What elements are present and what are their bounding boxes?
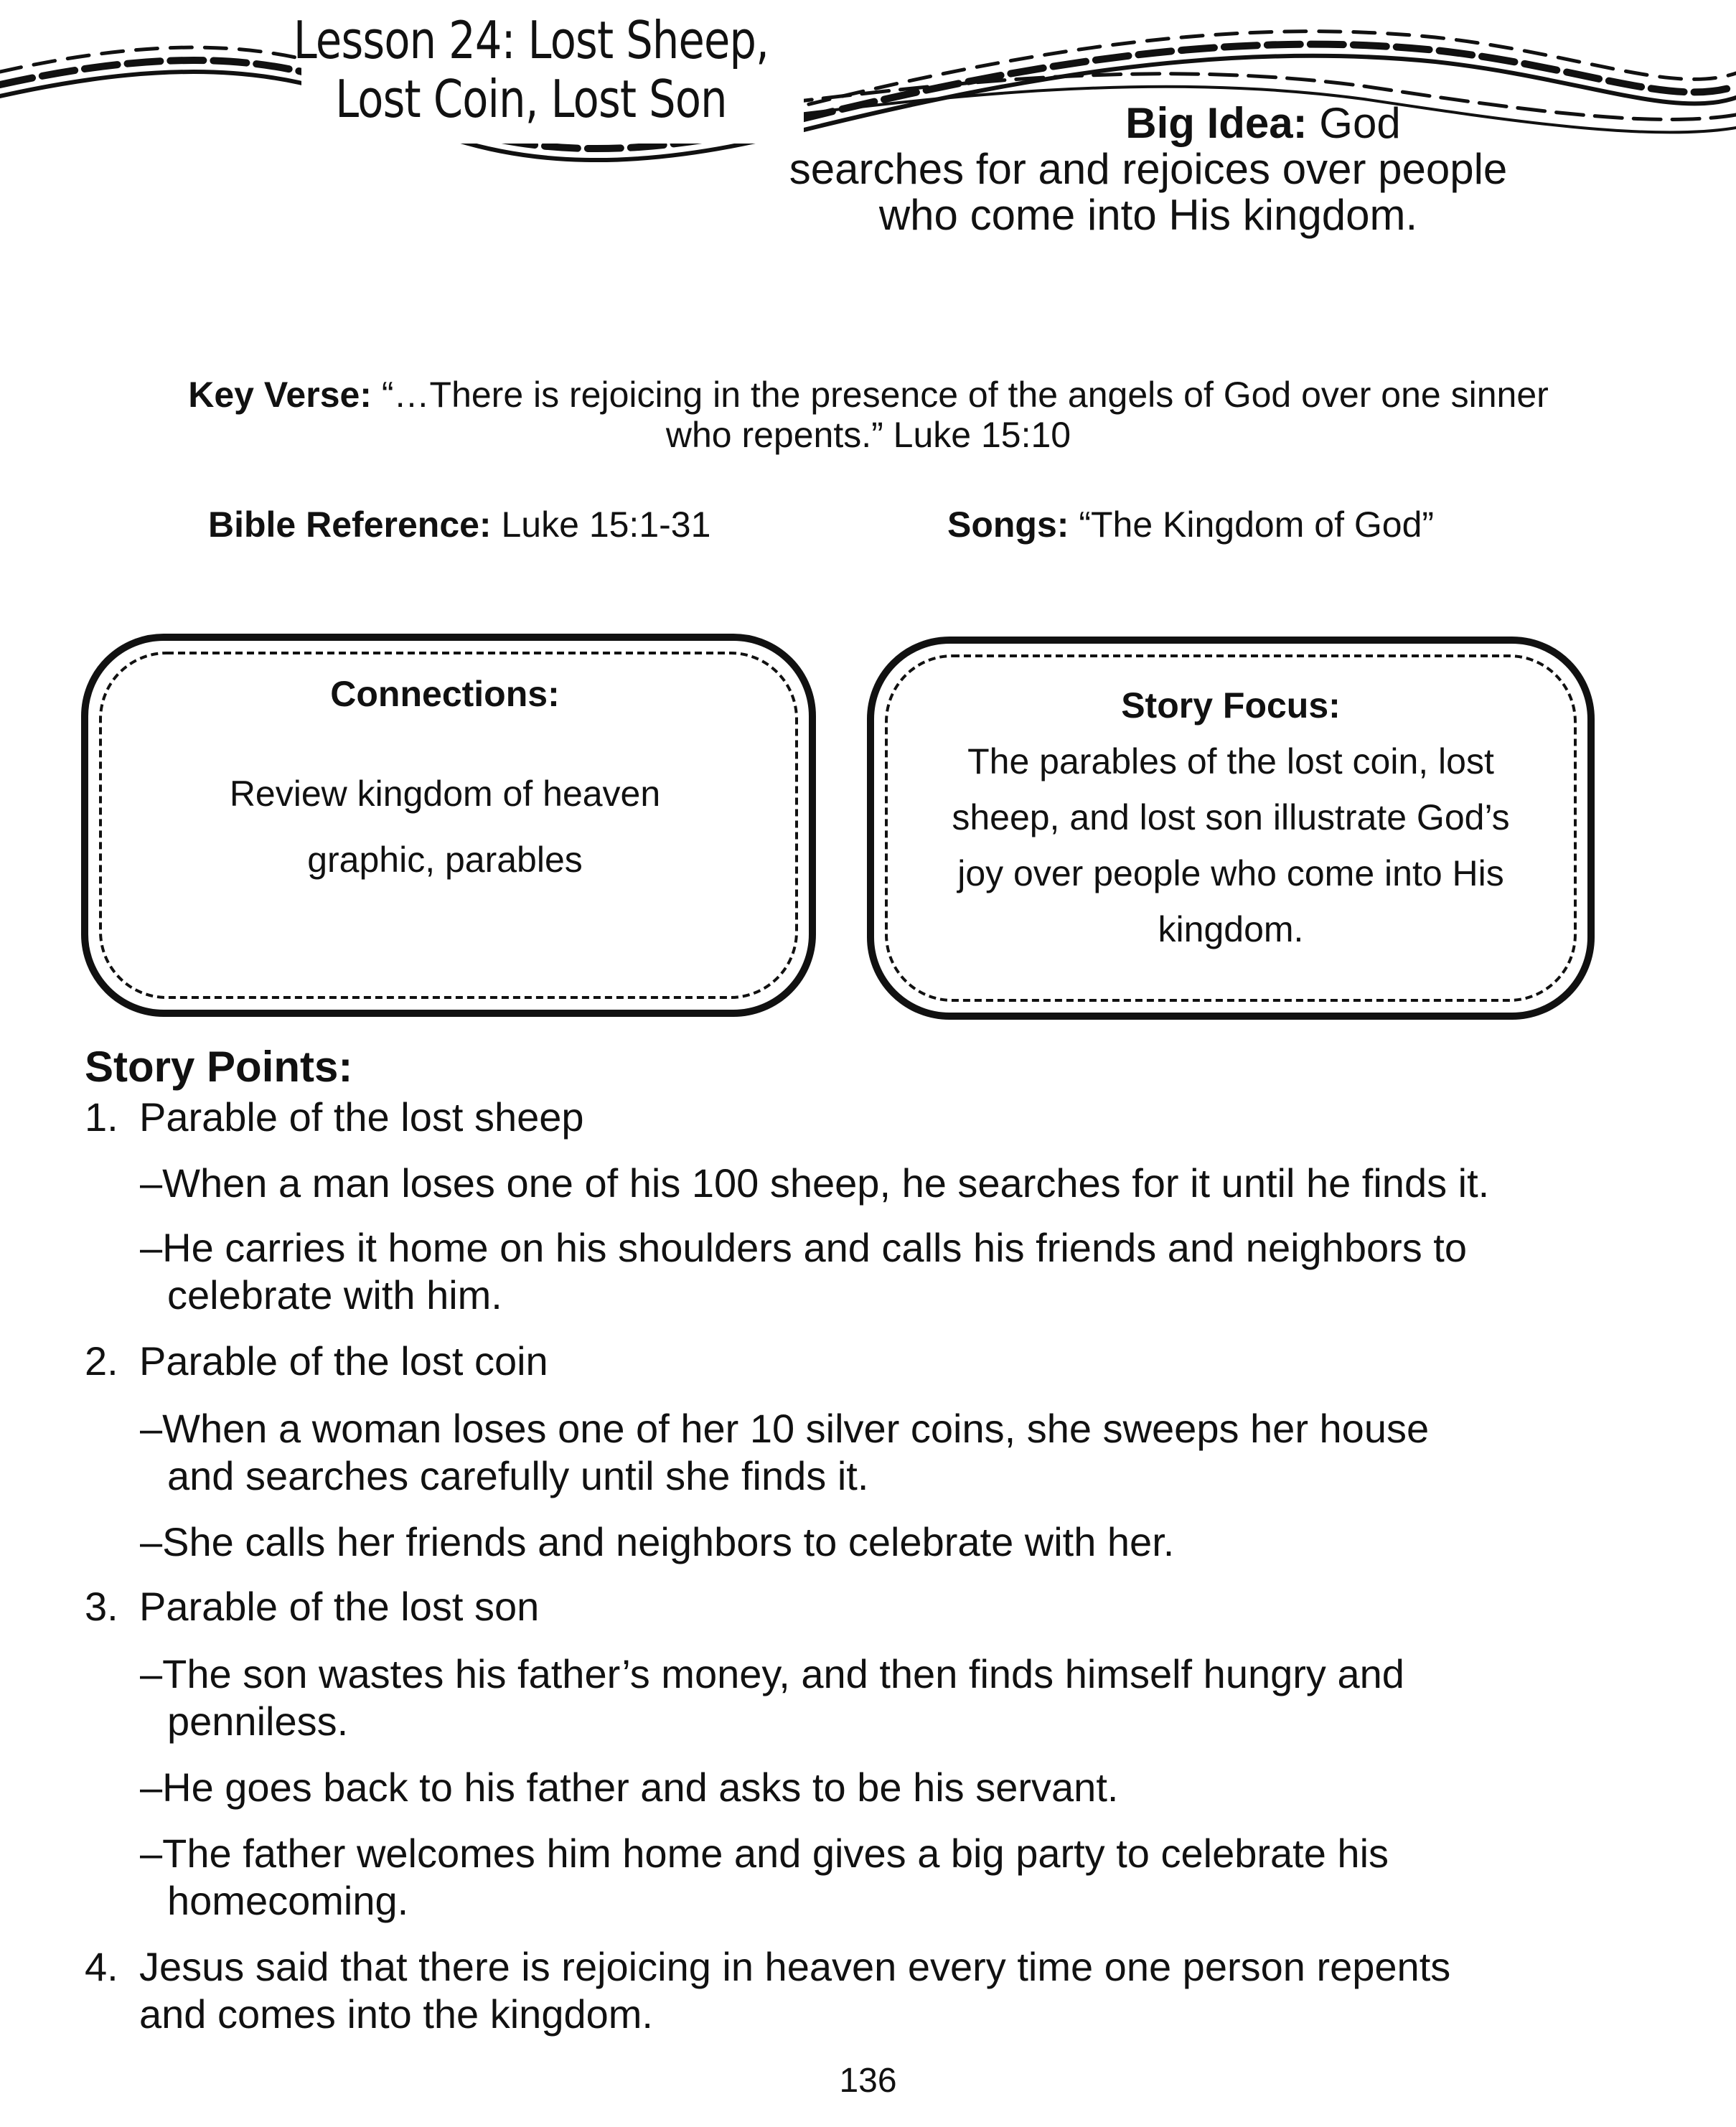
story-point-4-text-line1: Jesus said that there is rejoicing in heaven every time one person repents — [139, 1944, 1451, 1989]
story-point-4-text-line2: and comes into the kingdom. — [139, 1991, 653, 2037]
big-idea — [718, 100, 1579, 238]
story-point-3-sub-3-line2: homecoming. — [167, 1878, 409, 1923]
story-focus-line3: joy over people who come into His — [957, 853, 1504, 893]
big-idea-label: Big Idea: — [1125, 99, 1308, 147]
big-idea-text-3: who come into His kingdom. — [878, 191, 1418, 239]
story-point-2-num: 2. — [85, 1338, 118, 1384]
story-point-4-num: 4. — [85, 1944, 118, 1989]
story-point-4 — [85, 1943, 1664, 2038]
story-focus-line4: kingdom. — [1158, 909, 1304, 949]
story-point-1-sub-1-line1: –When a man loses one of his 100 sheep, he searches for it until he finds it. — [140, 1160, 1490, 1206]
story-point-3-sub-1 — [140, 1651, 1660, 1745]
big-idea-text-1: God — [1319, 99, 1401, 147]
connections-box — [122, 673, 768, 893]
bible-reference-value: Luke 15:1-31 — [501, 504, 711, 545]
page-number: 136 — [839, 2062, 897, 2100]
story-point-1-sub-2 — [140, 1224, 1660, 1319]
story-point-1-sub-2-line1: –He carries it home on his shoulders and calls his friends and neighbors to — [140, 1225, 1468, 1270]
key-verse-label: Key Verse: — [188, 375, 372, 415]
story-point-1-sub-1 — [140, 1160, 1660, 1207]
story-point-2-sub-2-line1: –She calls her friends and neighbors to celebrate with her. — [140, 1519, 1175, 1564]
story-point-2-text: Parable of the lost coin — [139, 1338, 548, 1384]
story-focus-line1: The parables of the lost coin, lost — [967, 741, 1494, 781]
story-point-1-num: 1. — [85, 1094, 118, 1140]
connections-line2: graphic, parables — [307, 840, 583, 880]
lesson-title-line1: Lesson 24: Lost Sheep, — [293, 10, 769, 70]
story-point-1-text: Parable of the lost sheep — [139, 1094, 584, 1140]
connections-line1: Review kingdom of heaven — [229, 774, 661, 814]
key-verse-line2: who repents.” Luke 15:10 — [665, 415, 1071, 455]
story-point-3-sub-3 — [140, 1830, 1660, 1925]
story-focus-line2: sheep, and lost son illustrate God’s — [952, 797, 1510, 837]
key-verse-line1: “…There is rejoicing in the presence of the angels of God over one sinner — [381, 375, 1549, 415]
story-point-3-text: Parable of the lost son — [139, 1584, 540, 1629]
bible-reference-label: Bible Reference: — [208, 504, 492, 545]
story-point-3 — [85, 1583, 539, 1630]
story-point-2-sub-1 — [140, 1405, 1660, 1500]
big-idea-text-2: searches for and rejoices over people — [789, 145, 1508, 193]
story-point-2-sub-1-line2: and searches carefully until she finds it. — [167, 1453, 869, 1498]
songs-label: Songs: — [947, 504, 1069, 545]
story-point-1-sub-2-line2: celebrate with him. — [167, 1272, 502, 1318]
story-point-2 — [85, 1338, 548, 1385]
story-focus-heading: Story Focus: — [1121, 685, 1341, 726]
bible-reference — [208, 504, 710, 545]
key-verse — [57, 375, 1679, 455]
story-point-3-sub-2-line1: –He goes back to his father and asks to be his servant. — [140, 1765, 1119, 1810]
story-point-3-sub-3-line1: –The father welcomes him home and gives a big party to celebrate his — [140, 1831, 1389, 1876]
story-point-3-sub-1-line2: penniless. — [167, 1699, 349, 1744]
story-point-3-sub-2 — [140, 1764, 1660, 1811]
story-point-1 — [85, 1094, 584, 1141]
songs — [947, 504, 1434, 545]
big-idea-line1 — [718, 100, 1579, 146]
songs-value: “The Kingdom of God” — [1079, 504, 1435, 545]
story-points-heading: Story Points: — [85, 1043, 353, 1091]
story-point-2-sub-1-line1: –When a woman loses one of her 10 silver coins, she sweeps her house — [140, 1406, 1430, 1451]
connections-heading: Connections: — [330, 674, 560, 714]
lesson-title-line2: Lost Coin, Lost Son — [335, 69, 727, 129]
story-point-3-sub-1-line1: –The son wastes his father’s money, and then finds himself hungry and — [140, 1651, 1404, 1696]
story-focus-box — [911, 677, 1550, 957]
story-point-2-sub-2 — [140, 1518, 1660, 1566]
story-point-3-num: 3. — [85, 1584, 118, 1629]
